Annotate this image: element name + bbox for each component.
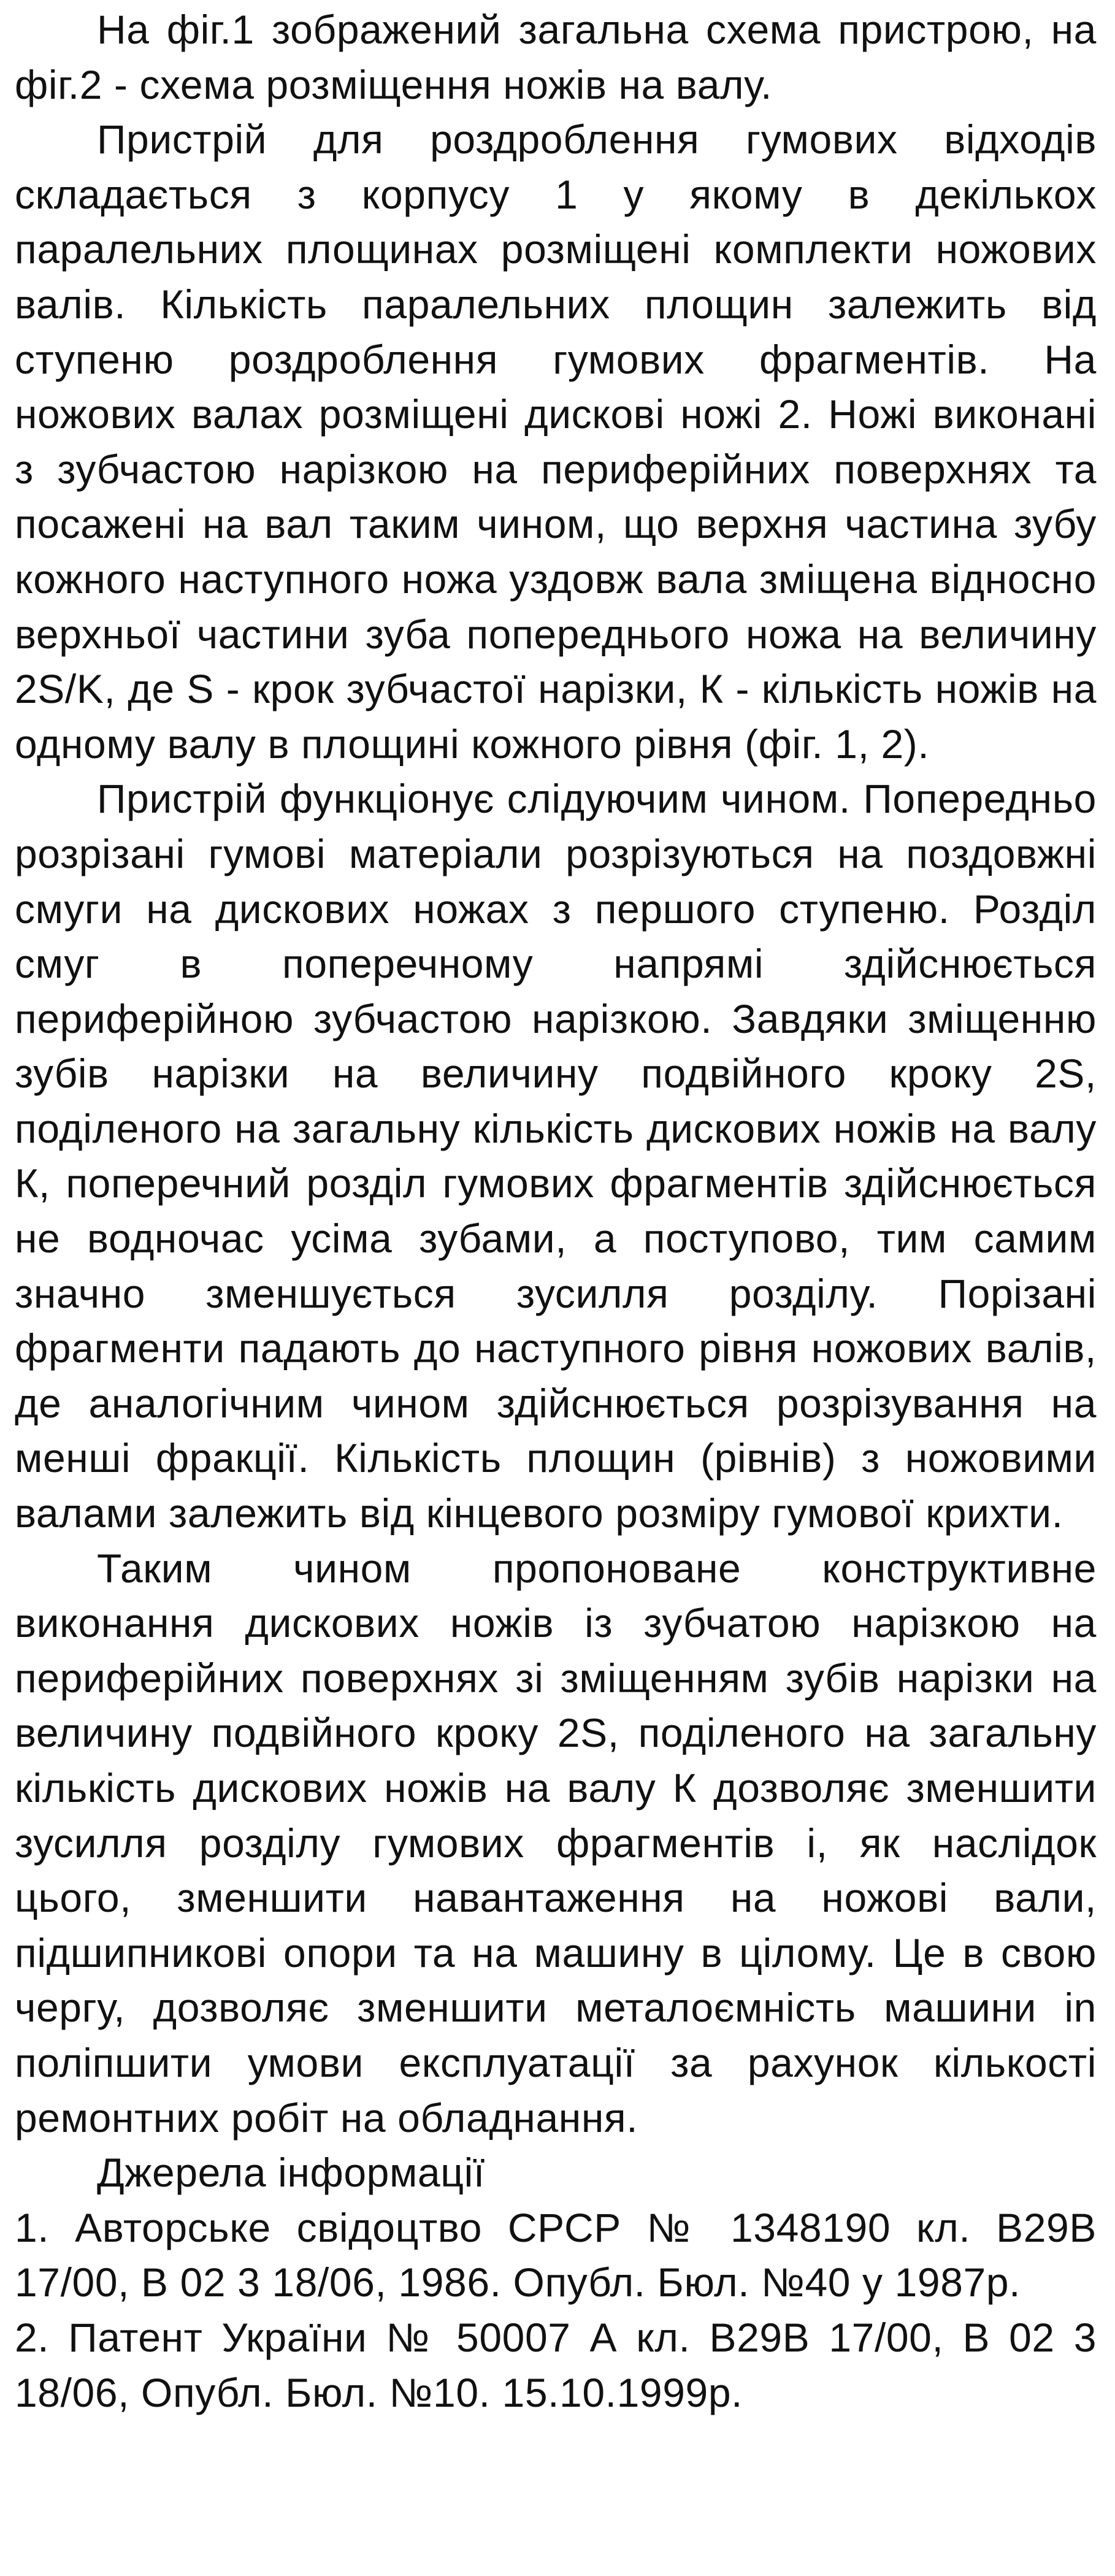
paragraph-device-operation: Пристрій функціонує слідуючим чином. Попередньо розрізані гумові матеріали розрізуються на поздовжні смуги на дискових ножах з першого ступеню. Розділ смуг в поперечному напрямі здійснюється периферійною зубчастою нарізкою. Завдяки зміщенню зубів нарізки на величину подвійного кроку 2S, поділеного на загальну кількість дискових ножів на валу К, поперечний розділ гумових фрагментів здійснюється не водночас усіма зубами, а поступово, тим самим значно зменшується зусилля розділу. Порізані фрагменти падають до наступного рівня ножових валів, де аналогічним чином здійснюється розрізування на менші фракції. Кількість площин (рівнів) з ножовими валами залежить від кінцевого розміру гумової крихти. bbox=[15, 776, 1097, 1536]
paragraph-device-structure: Пристрій для роздроблення гумових відходів складається з корпусу 1 у якому в декількох паралельних площинах розміщені комплекти ножових валів. Кількість паралельних площин залежить від ступеню роздроблення гумових фрагментів. На ножових валах розміщені дискові ножі 2. Ножі виконані з зубчастою нарізкою на периферійних поверхнях та посажені на вал таким чином, що верхня частина зубу кожного наступного ножа уздовж вала зміщена відносно верхньої частини зуба попереднього ножа на величину 2S/K, де S - крок зубчастої нарізки, К - кількість ножів на одному валу в площині кожного рівня (фіг. 1, 2). bbox=[15, 117, 1097, 767]
paragraph-figures: На фіг.1 зображений загальна схема пристрою, на фіг.2 - схема розміщення ножів на валу. bbox=[15, 7, 1097, 107]
sources-list bbox=[15, 2201, 1097, 2420]
paragraph-conclusion: Таким чином пропоноване конструктивне виконання дискових ножів із зубчатою нарізкою на периферійних поверхнях зі зміщенням зубів нарізки на величину подвійного кроку 2S, поділеного на загальну кількість дискових ножів на валу К дозволяє зменшити зусилля розділу гумових фрагментів і, як наслідок цього, зменшити навантаження на ножові вали, підшипникові опори та на машину в цілому. Це в свою чергу, дозволяє зменшити металоємність машини іn поліпшити умови експлуатації за рахунок кількості ремонтних робіт на обладнання. bbox=[15, 1545, 1097, 2141]
sources-heading: Джерела інформації bbox=[97, 2150, 485, 2196]
document-page bbox=[15, 2, 1097, 2572]
source-item-1: 1. Авторське свідоцтво СРСР № 1348190 кл. В29В 17/00, В 02 3 18/06, 1986. Опубл. Бюл. №40 у 1987р. bbox=[15, 2204, 1097, 2306]
source-item-2: 2. Патент України № 50007 А кл. В29В 17/00, В 02 3 18/06, Опубл. Бюл. №10. 15.10.1999р. bbox=[15, 2314, 1097, 2415]
